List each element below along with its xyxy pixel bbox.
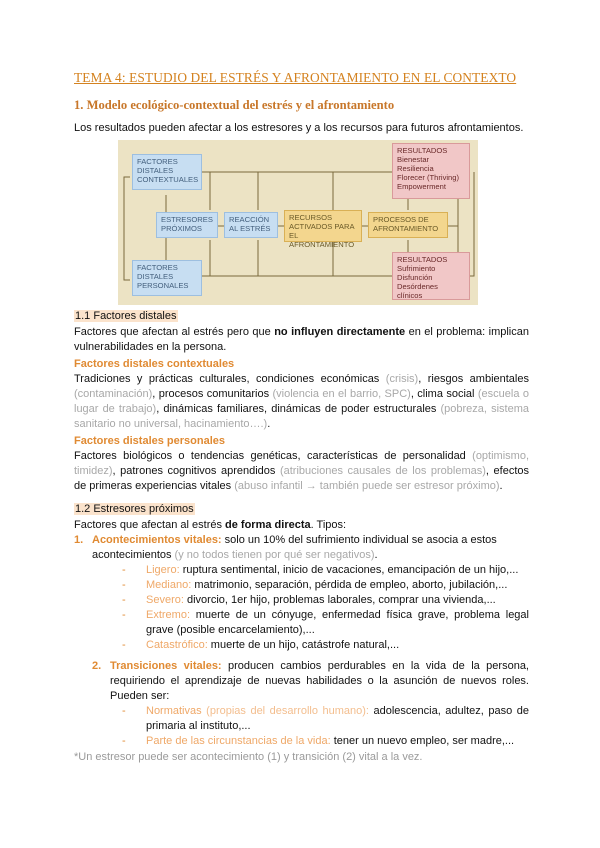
text-span: , clima social — [410, 388, 478, 400]
document-title: TEMA 4: ESTUDIO DEL ESTRÉS Y AFRONTAMIENTO EN EL CONTEXTO — [74, 70, 517, 85]
box-line: FACTORES — [137, 157, 178, 166]
box-distal-personal — [132, 260, 202, 296]
subsection-1-1-heading — [74, 309, 529, 324]
dash-bullet: - — [122, 705, 126, 717]
item-label: Acontecimientos vitales: — [92, 534, 222, 546]
box-proximal-stressors — [156, 212, 218, 238]
box-line: PERSONALES — [137, 281, 189, 290]
box-line: Resiliencia — [397, 164, 434, 173]
text-span: (abuso infantil → también puede ser estresor próximo) — [234, 480, 500, 492]
dash-bullet: - — [122, 594, 126, 606]
box-line: Disfunción — [397, 273, 433, 282]
text-span: , dinámicas familiares, dinámicas de poder estructurales — [156, 403, 441, 415]
text-span: (pobreza, sistema sanitario no universal, hacinamiento….) — [74, 403, 529, 430]
box-line: AFRONTAMIENTO — [373, 224, 439, 233]
list-item-life-events — [74, 533, 529, 563]
dash-bullet: - — [122, 579, 126, 591]
text-span: adolescencia, adultez, paso de primaria al instituto,... — [146, 705, 529, 732]
text-span: , riesgos ambientales — [418, 373, 529, 385]
box-line: CONTEXTUALES — [137, 175, 199, 184]
item-label: Normativas — [146, 705, 207, 717]
text-span: producen cambios perdurables en la vida de la persona, requiriendo el aprendizaje de nuevas habilidades o la asunción de nuevos roles. Pueden ser: — [110, 660, 529, 702]
box-line: PROCESOS DE — [373, 215, 429, 224]
item-label: Catastrófico: — [146, 639, 208, 651]
sub-item-normative — [122, 704, 529, 734]
text-span: solo un 10% del sufrimiento individual se asocia a estos acontecimientos — [92, 534, 497, 561]
item-label: Transiciones vitales: — [110, 660, 222, 672]
item-note: (propias del desarrollo humano): — [206, 705, 369, 717]
box-line: Empowerment — [397, 182, 446, 191]
heading-text: 1.2 Estresores próximos — [75, 503, 194, 515]
dash-bullet: - — [122, 564, 126, 576]
list-item-life-transitions — [92, 659, 529, 704]
item-label: Ligero: — [146, 564, 180, 576]
text-span: . Tipos: — [310, 519, 347, 531]
box-line: PRÓXIMOS — [161, 224, 202, 233]
text-span: (violencia en el barrio, SPC) — [272, 388, 411, 400]
sub-item-light — [122, 563, 529, 578]
distal-personal-heading: Factores distales personales — [74, 435, 226, 447]
text-span: (escuela o lugar de trabajo) — [74, 388, 529, 415]
box-line: ESTRESORES — [161, 215, 213, 224]
left-loop-line — [124, 177, 130, 280]
box-line: RECURSOS — [289, 213, 333, 222]
box-line: Florecer (Thriving) — [397, 173, 460, 182]
text-span: divorcio, 1er hijo, problemas laborales, comprar una vivienda,... — [183, 594, 496, 606]
list-number: 1. — [74, 534, 84, 546]
text-span: no influyen directamente — [274, 326, 406, 338]
section-1-intro: Los resultados pueden afectar a los estresores y a los recursos para futuros afrontamientos. — [74, 122, 524, 134]
item-label: Severo: — [146, 594, 184, 606]
distal-contextual-text — [74, 372, 529, 432]
dash-bullet: - — [122, 639, 126, 651]
text-span: , patrones cognitivos aprendidos — [112, 465, 280, 477]
text-span: tener un nuevo empleo, ser madre,... — [330, 735, 515, 747]
box-line: AFRONTAMIENTO — [289, 240, 355, 249]
right-loop-line — [470, 172, 474, 276]
box-stress-reaction — [224, 212, 278, 238]
box-distal-contextual — [132, 154, 202, 190]
item-label: Parte de las circunstancias de la vida: — [146, 735, 331, 747]
box-line: AL ESTRÉS — [229, 224, 271, 233]
ecological-model-diagram — [118, 140, 478, 305]
text-span: (atribuciones causales de los problemas) — [279, 465, 486, 477]
text-span: . — [267, 418, 271, 430]
box-line: ACTIVADOS PARA EL — [289, 222, 355, 240]
text-span: . — [499, 480, 503, 492]
text-span: en el problema: implican vulnerabilidades en la persona. — [74, 326, 529, 353]
footnote: *Un estresor puede ser acontecimiento (1) y transición (2) vital a la vez. — [74, 751, 423, 763]
subsection-1-2-text — [74, 518, 529, 533]
box-line: RESULTADOS — [397, 146, 448, 155]
sub-item-extreme — [122, 608, 529, 638]
section-1-heading: 1. Modelo ecológico-contextual del estrés y el afrontamiento — [74, 98, 395, 112]
sub-item-catastrophic — [122, 638, 529, 653]
item-label: Mediano: — [146, 579, 192, 591]
list-number: 2. — [92, 660, 102, 672]
text-span: (optimismo, timidez) — [74, 450, 529, 477]
sub-item-medium — [122, 578, 529, 593]
distal-personal-text — [74, 449, 529, 494]
box-coping-processes — [368, 212, 448, 238]
box-results-positive — [392, 143, 470, 199]
heading-text: 1.1 Factores distales — [75, 310, 177, 322]
text-span: , procesos comunitarios — [152, 388, 273, 400]
box-line: REACCIÓN — [229, 215, 270, 224]
text-span: de forma directa — [225, 519, 311, 531]
box-line: RESULTADOS — [397, 255, 448, 264]
text-span: Tradiciones y prácticas culturales, condiciones económicas — [74, 373, 386, 385]
text-span: Factores que afectan al estrés — [74, 519, 226, 531]
box-line: DISTALES — [137, 166, 174, 175]
text-span: (contaminación) — [74, 388, 153, 400]
text-span: . — [374, 549, 378, 561]
box-line: Desórdenes clínicos — [397, 282, 438, 300]
subsection-1-1-text — [74, 325, 529, 355]
item-label: Extremo: — [146, 609, 191, 621]
text-span: ruptura sentimental, inicio de vacaciones, emancipación de un hijo,... — [179, 564, 519, 576]
text-span: muerte de un cónyuge, enfermedad física grave, problema legal grave (posible encarcelamiento),... — [146, 609, 529, 636]
text-span: , efectos de primeras experiencias vitales — [74, 465, 530, 492]
distal-contextual-heading: Factores distales contextuales — [74, 358, 235, 370]
box-line: Sufrimiento — [397, 264, 436, 273]
sub-item-severe — [122, 593, 529, 608]
text-span: (crisis) — [385, 373, 419, 385]
box-results-negative — [392, 252, 470, 300]
box-line: FACTORES — [137, 263, 178, 272]
text-span: (y no todos tienen por qué ser negativos) — [174, 549, 375, 561]
box-coping-resources — [284, 210, 362, 249]
text-span: Factores que afectan al estrés pero que — [74, 326, 275, 338]
box-line: DISTALES — [137, 272, 174, 281]
subsection-1-2-heading — [74, 502, 529, 517]
box-line: Bienestar — [397, 155, 430, 164]
dash-bullet: - — [122, 735, 126, 747]
text-span: muerte de un hijo, catástrofe natural,... — [207, 639, 400, 651]
sub-item-life-circumstances — [122, 734, 529, 749]
dash-bullet: - — [122, 609, 126, 621]
text-span: matrimonio, separación, pérdida de empleo, aborto, jubilación,... — [191, 579, 508, 591]
text-span: Factores biológicos o tendencias genéticas, características de personalidad — [74, 450, 473, 462]
